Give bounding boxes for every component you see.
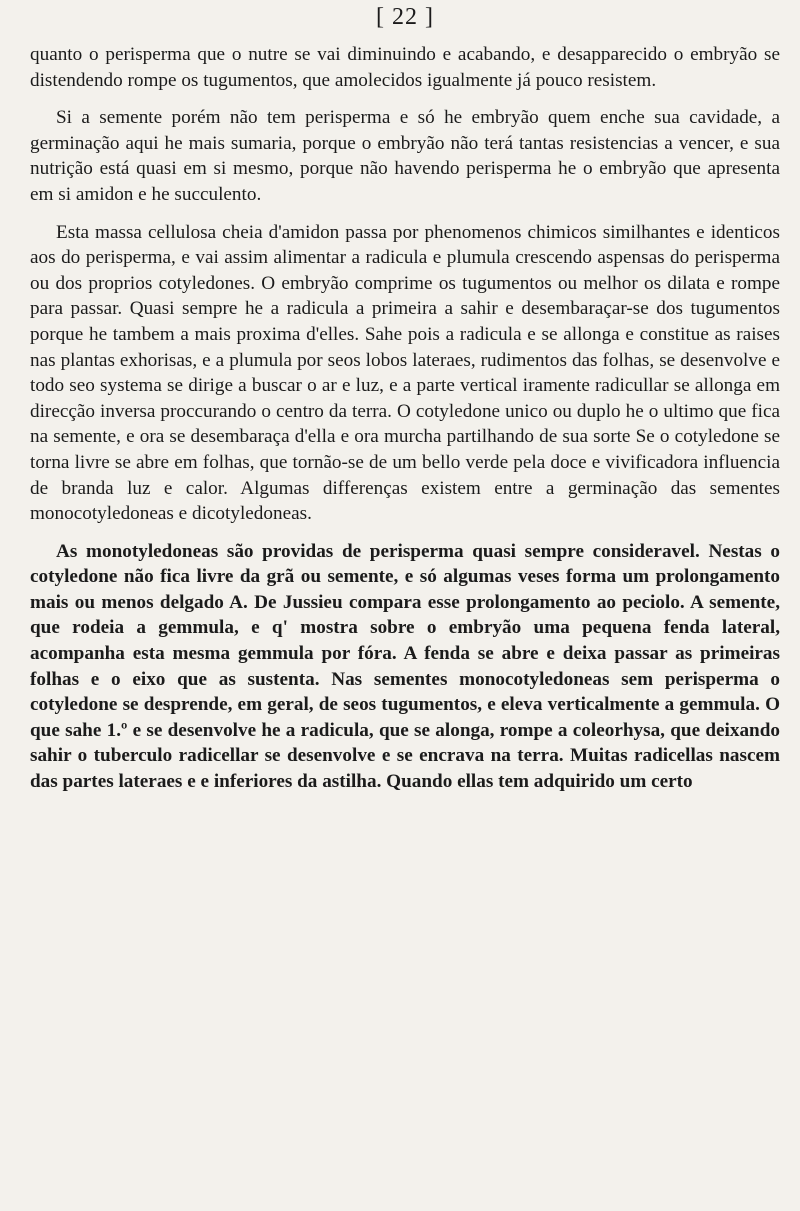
- paragraph-4: As monotyledoneas são providas de perisperma quasi sempre consideravel. Nestas o cotyledone não fica livre da grã ou semente, e só algumas veses forma um prolongamento mais ou menos delgado A. De Jussieu compara esse prolongamento ao peciolo. A semente, que rodeia a gemmula, e q' mostra sobre o embryão uma pequena fenda lateral, acompanha esta mesma gemmula por fóra. A fenda se abre e deixa passar as primeiras folhas e o eixo que as sustenta. Nas sementes monocotyledoneas sem perisperma o cotyledone se desprende, em geral, de seos tugumentos, e eleva verticalmente a gemmula. O que sahe 1.º e se desenvolve he a radicula, que se alonga, rompe a coleorhysa, que deixando sahir o tuberculo radicellar se desenvolve e se encrava na terra. Muitas radicellas nascem das partes lateraes e e inferiores da astilha. Quando ellas tem adquirido um certo: [30, 540, 780, 793]
- page-number: [ 22 ]: [376, 4, 434, 30]
- paragraph-1: quanto o perisperma que o nutre se vai diminuindo e acabando, e desapparecido o embryão se distendendo rompe os tugumentos, que amolecidos igualmente já pouco resistem.: [30, 44, 780, 91]
- paragraph-2: Si a semente porém não tem perisperma e só he embryão quem enche sua cavidade, a germinação aqui he mais sumaria, porque o embryão não terá tantas resistencias a vencer, e sua nutrição está quasi em si mesmo, porque não havendo perisperma he o embryão que apresenta em si amidon e he succulento.: [30, 107, 780, 205]
- paragraph-3: Esta massa cellulosa cheia d'amidon passa por phenomenos chimicos similhantes e identicos aos do perisperma, e vai assim alimentar a radicula e plumula crescendo aspensas do perisperma ou dos proprios cotyledones. O embryão comprime os tugumentos ou melhor os dilata e rompe para passar. Quasi sempre he a radicula a primeira a sahir e desembaraçar-se dos tugumentos porque he tambem a mais proxima d'elles. Sahe pois a radicula e se allonga e constitue as raises nas plantas exhorisas, e a plumula por seos lobos lateraes, rudimentos das folhas, se desenvolve e todo seo systema se dirige a buscar o ar e luz, e a parte vertical iramente radicullar se allonga em direcção inversa proccurando o centro da terra. O cotyledone unico ou duplo he o ultimo que fica na semente, e ora se desembaraça d'ella e ora murcha partilhando de sua sorte Se o cotyledone se torna livre se abre em folhas, que tornão-se de um bello verde pela doce e vivificadora influencia de branda luz e calor. Algumas differenças existem entre a germinação das sementes monocotyledoneas e dicotyledoneas.: [30, 221, 780, 525]
